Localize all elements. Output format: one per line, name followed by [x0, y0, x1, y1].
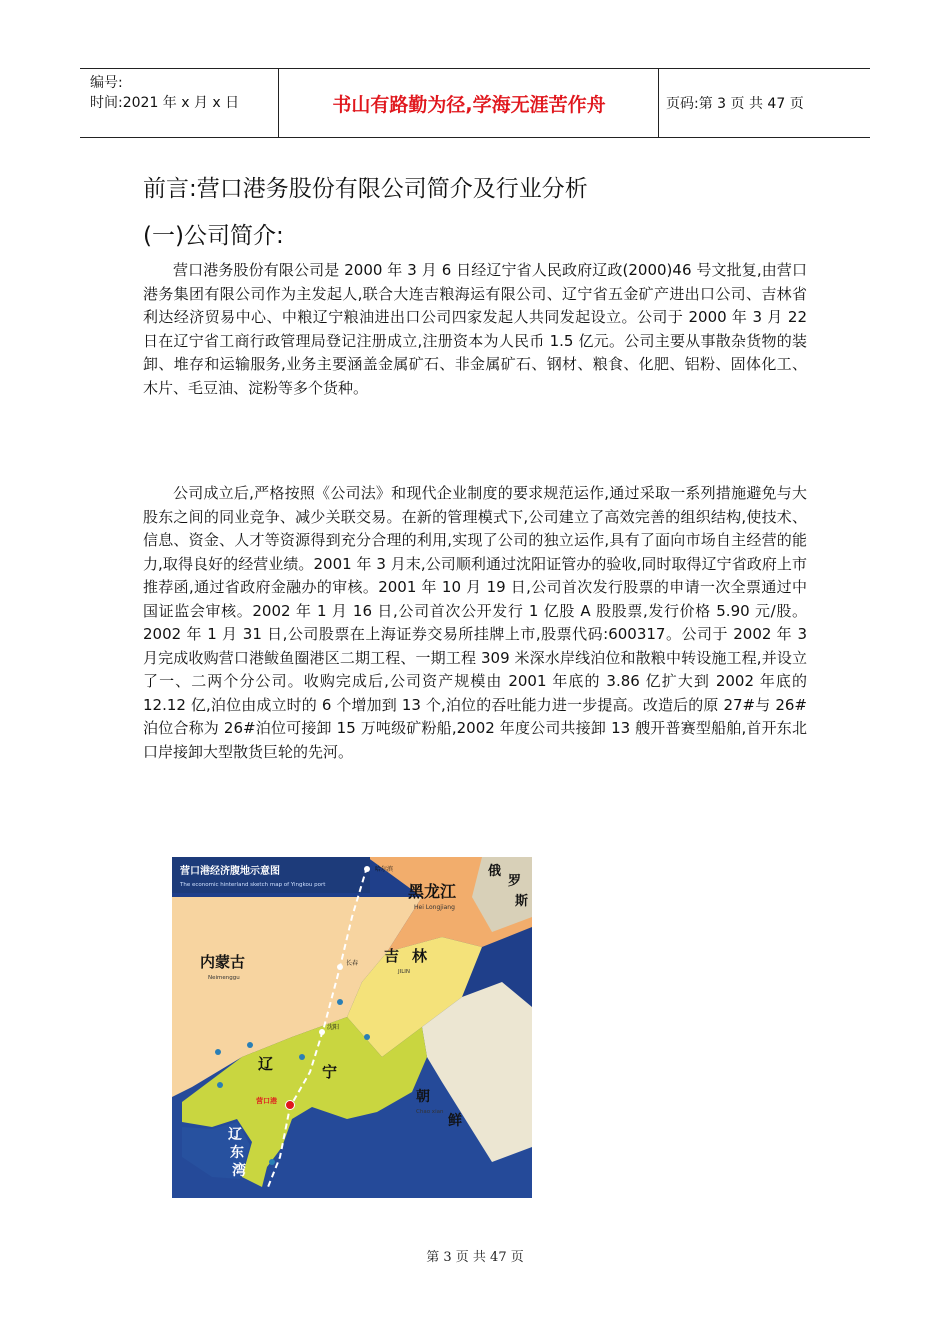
map-label-chaoxian-en: Chao xian — [416, 1109, 444, 1115]
map-label-heilongjiang: 黑龙江 — [408, 882, 457, 901]
header-motto: 书山有路勤为径,学海无涯苦作舟 — [332, 93, 606, 116]
header-divider-left — [278, 69, 279, 137]
map-label-liaodongwan-1: 辽 — [228, 1127, 242, 1143]
map-marker-changchun — [337, 964, 343, 970]
map-label-yingkou: 营口港 — [256, 1097, 277, 1105]
map-label-neimenggu: 内蒙古 — [200, 953, 246, 971]
header-page-info: 页码:第 3 页 共 47 页 — [666, 96, 804, 112]
map-label-russia-1: 俄 — [488, 864, 502, 879]
document-date: 时间:2021 年 x 月 x 日 — [90, 95, 240, 111]
map-label-jilin-en: JILIN — [398, 969, 411, 975]
map-title-cn: 营口港经济腹地示意图 — [180, 866, 280, 877]
hinterland-map — [172, 857, 532, 1198]
map-label-russia-3: 斯 — [515, 894, 529, 909]
map-title-en: The economic hinterland sketch map of Yingkou port — [180, 882, 326, 888]
map-label-harbin: 哈尔滨 — [375, 866, 394, 873]
header-divider-right — [658, 69, 659, 137]
map-marker-harbin — [364, 866, 370, 872]
map-label-liaoning-1: 辽 — [258, 1055, 274, 1073]
document-number-label: 编号: — [90, 75, 123, 91]
map-label-jilin-2: 林 — [412, 947, 428, 965]
document-title: 前言:营口港务股份有限公司简介及行业分析 — [143, 176, 588, 202]
header-table — [80, 68, 870, 138]
map-marker-shenyang — [319, 1029, 325, 1035]
map-label-heilongjiang-en: Hei Longjiang — [414, 904, 455, 911]
map-label-russia-2: 罗 — [508, 874, 522, 889]
map-label-chaoxian-1: 朝 — [416, 1089, 430, 1105]
page-footer: 第 3 页 共 47 页 — [426, 1250, 524, 1265]
map-label-liaoning-2: 宁 — [322, 1063, 338, 1081]
map-label-changchun: 长春 — [346, 960, 359, 967]
map-label-liaodongwan-2: 东 — [230, 1145, 244, 1161]
paragraph-company-history: 公司成立后,严格按照《公司法》和现代企业制度的要求规范运作,通过采取一系列措施避免与大股东之间的同业竞争、减少关联交易。在新的管理模式下,公司建立了高效完善的组织结构,使技术、信息、资金、人才等资源得到充分合理的利用,实现了公司的独立运作,具有了面向市场自主经营的能力,取得良好的经营业绩。2001 年 3 月末,公司顺利通过沈阳证管办的验收,同时取得辽宁省政府上市推荐函,通过省政府金融办的审核。2001 年 10 月 19 日,公司首次发行股票的申请一次全票通过中国证监会审核。2002 年 1 月 16 日,公司首次公开发行 1 亿股 A 股股票,发行价格 5.90 元/股。2002 年 1 月 31 日,公司股票在上海证券交易所挂牌上市,股票代码:600317。公司于 2002 年 3 月完成收购营口港鲅鱼圈港区二期工程、一期工程 309 米深水岸线泊位和散粮中转设施工程,并设立了一、二两个分公司。收购完成后,公司资产规模由 2001 年底的 3.86 亿扩大到 2002 年底的 12.12 亿,泊位由成立时的 6 个增加到 13 个,泊位的吞吐能力进一步提高。改造后的原 27#与 26#泊位合称为 26#泊位可接卸 15 万吨级矿粉船,2002 年度公司共接卸 13 艘开普赛型船舶,首开东北口岸接卸大型散货巨轮的先河。 — [143, 484, 807, 761]
header-meta — [90, 73, 239, 113]
map-label-shenyang: 沈阳 — [327, 1024, 340, 1031]
map-label-neimenggu-en: Neimenggu — [208, 975, 240, 981]
section-heading: (一)公司简介: — [143, 223, 284, 249]
map-label-liaodongwan-3: 湾 — [232, 1163, 246, 1179]
map-label-jilin-1: 吉 — [384, 947, 400, 965]
map-marker-yingkou — [286, 1101, 295, 1110]
map-label-chaoxian-2: 鲜 — [448, 1113, 462, 1129]
paragraph-company-intro: 营口港务股份有限公司是 2000 年 3 月 6 日经辽宁省人民政府辽政(2000)46 号文批复,由营口港务集团有限公司作为主发起人,联合大连吉粮海运有限公司、辽宁省五金矿产进出口公司、吉林省利达经济贸易中心、中粮辽宁粮油进出口公司四家发起人共同发起设立。公司于 2000 年 3 月 22 日在辽宁省工商行政管理局登记注册成立,注册资本为人民币 1.5 亿元。公司主要从事散杂货物的装卸、堆存和运输服务,业务主要涵盖金属矿石、非金属矿石、钢材、粮食、化肥、铝粉、固体化工、木片、毛豆油、淀粉等多个货种。 — [143, 261, 807, 397]
